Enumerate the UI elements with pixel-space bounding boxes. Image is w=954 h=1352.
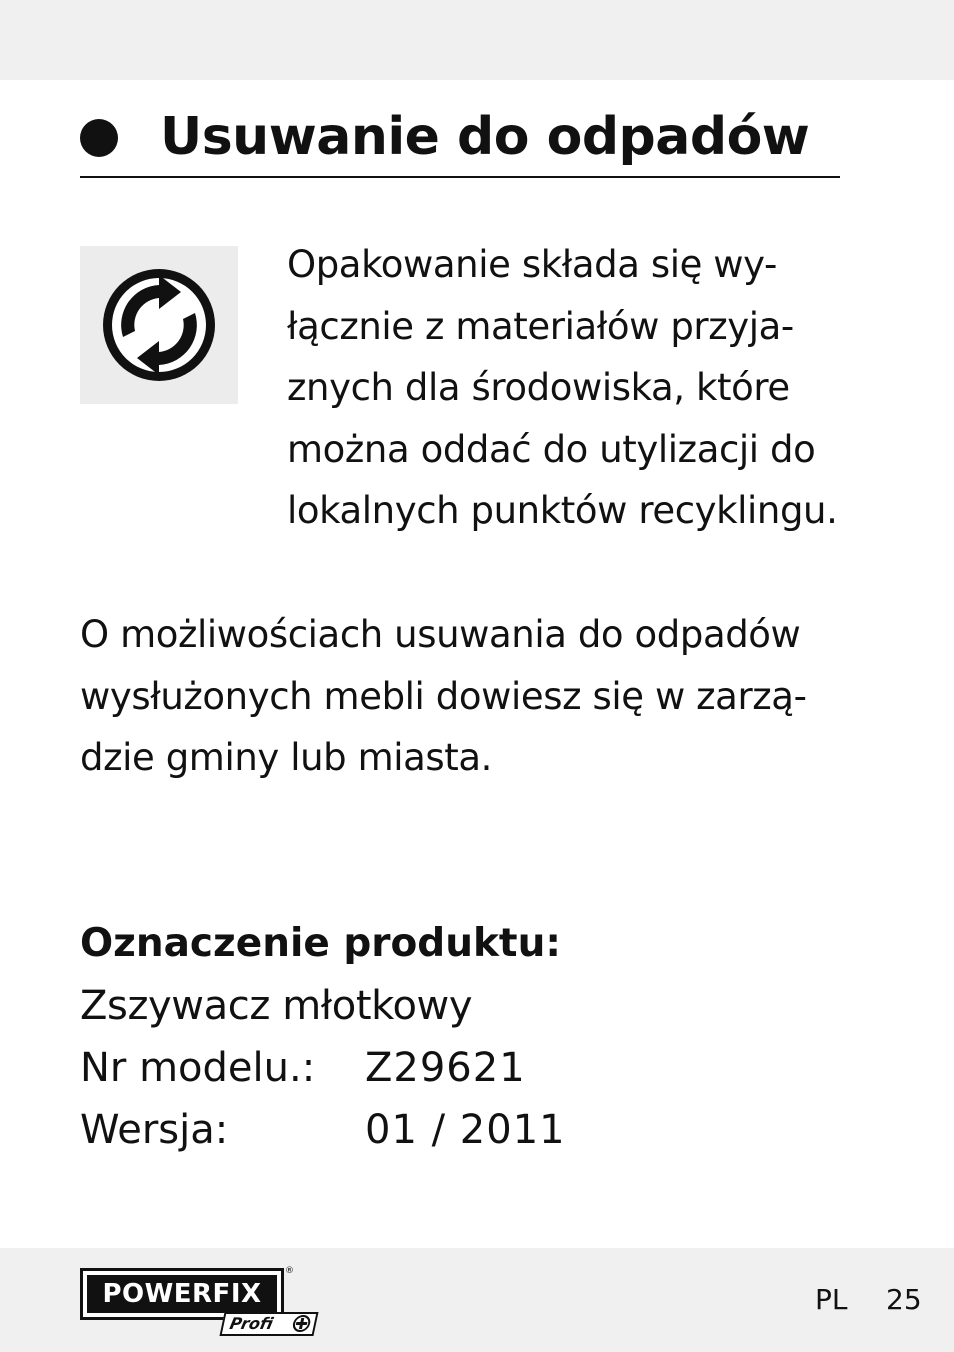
section-heading bbox=[80, 100, 840, 178]
plus-icon bbox=[291, 1315, 312, 1332]
text-line: O możliwościach usuwania do odpadów bbox=[80, 613, 801, 656]
text-line: Opakowanie składa się wy- bbox=[287, 243, 777, 286]
disposal-paragraph bbox=[80, 604, 807, 789]
version-value: 01 / 2011 bbox=[365, 1107, 566, 1153]
language-code: PL bbox=[815, 1283, 848, 1316]
text-line: znych dla środowiska, które bbox=[287, 366, 790, 409]
product-heading: Oznaczenie produktu: bbox=[80, 921, 561, 966]
text-line: wysłużonych mebli dowiesz się w zarzą- bbox=[80, 674, 807, 718]
page-number: 25 bbox=[886, 1283, 922, 1316]
page-title: Usuwanie do odpadów bbox=[160, 107, 810, 167]
product-name: Zszywacz młotkowy bbox=[80, 983, 473, 1029]
logo-profi-badge bbox=[219, 1312, 318, 1336]
recycling-icon bbox=[101, 267, 217, 383]
logo-profi-text: Profi bbox=[228, 1314, 275, 1333]
top-margin-band bbox=[0, 0, 954, 80]
model-row bbox=[80, 1037, 561, 1099]
bullet-icon bbox=[80, 119, 118, 157]
model-label: Nr modelu.: bbox=[80, 1045, 316, 1091]
text-line: można oddać do utylizacji do bbox=[287, 427, 816, 471]
version-row bbox=[80, 1099, 566, 1161]
text-line: łącznie z materiałów przyja- bbox=[287, 304, 794, 348]
product-identification bbox=[80, 913, 566, 1161]
text-line: dzie gminy lub miasta. bbox=[80, 736, 493, 779]
version-label: Wersja: bbox=[80, 1107, 229, 1153]
logo-brand-text: POWERFIX bbox=[87, 1275, 277, 1313]
recycling-symbol-box bbox=[80, 246, 238, 404]
packaging-paragraph bbox=[287, 234, 837, 542]
text-line: lokalnych punktów recyklingu. bbox=[287, 489, 838, 532]
powerfix-logo bbox=[80, 1268, 318, 1338]
model-value: Z29621 bbox=[365, 1045, 526, 1091]
registered-mark: ® bbox=[285, 1266, 294, 1276]
